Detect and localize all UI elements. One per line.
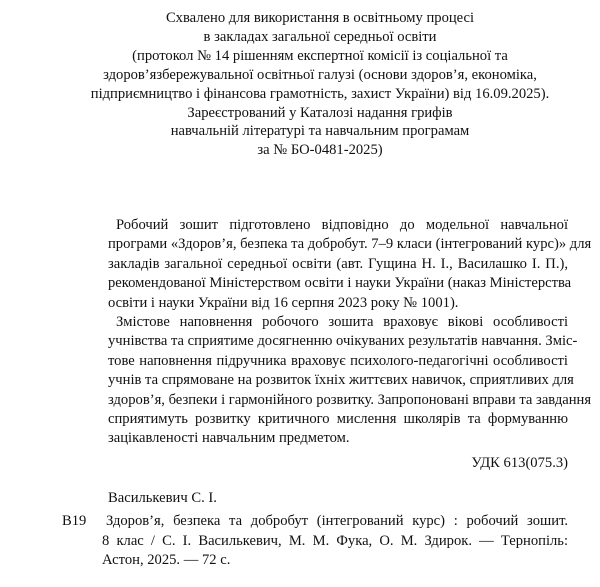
- paragraph-line: рекомендованої Міністерством освіти і науки України (наказ Міністерства: [108, 275, 572, 292]
- approval-line: за № БО-0481-2025): [257, 142, 383, 159]
- paragraph-line: здоров’я, безпеки і гармонійного розвитку. Запропоновані вправи та завдання: [108, 391, 592, 408]
- paragraph-line: Робочий зошит підготовлено відповідно до модельної навчальної: [116, 217, 568, 233]
- approval-line: навчальній літературі та навчальним програмам: [170, 123, 470, 140]
- bibliographic-description: [102, 512, 568, 571]
- udk-code: УДК 613(075.3): [471, 455, 568, 471]
- approval-line: Зареєстрований у Каталозі надання грифів: [187, 104, 453, 121]
- paragraph-line: програми «Здоров’я, безпека та добробут. 7–9 класи (інтегрований курс)» для: [108, 236, 592, 253]
- paragraph-line: сприятимуть розвитку критичного мислення школярів та формуванню: [108, 410, 568, 427]
- approval-line: Схвалено для використання в освітньому процесі: [165, 10, 475, 26]
- approval-line: в закладах загальної середньої освіти: [203, 28, 437, 45]
- catalog-code: В19: [62, 513, 87, 529]
- approval-line: (протокол № 14 рішенням експертної комісії із соціальної та: [132, 47, 508, 64]
- paragraph-line: учнів та спрямоване на розвиток їхніх життєвих навичок, сприятливих для: [108, 372, 574, 389]
- author-heading: Василькевич С. І.: [108, 490, 217, 506]
- annotation-text: [108, 216, 592, 449]
- paragraph-line: тове наповнення підручника враховує психолого-педагогічні особливості: [108, 352, 568, 369]
- paragraph-line: зацікавленості навчальним предметом.: [108, 430, 350, 447]
- paragraph-line: освіти і науки України від 16 серпня 2023 року № 1001).: [108, 294, 459, 311]
- biblio-line: Здоров’я, безпека та добробут (інтегрований курс) : робочий зошит.: [106, 513, 568, 529]
- approval-line: підприємництво і фінансова грамотність, захист України) від 16.09.2025).: [90, 85, 550, 102]
- biblio-line: Астон, 2025. — 72 с.: [102, 552, 231, 568]
- approval-statement: [60, 9, 580, 160]
- approval-line: здоров’язбережувальної освітньої галузі (основи здоров’я, економіка,: [103, 66, 537, 83]
- biblio-line: 8 клас / С. І. Василькевич, М. М. Фука, О. М. Здирок. — Тернопіль:: [102, 532, 568, 549]
- paragraph-line: учнівства та сприятиме досягненню очікуваних результатів навчання. Зміс-: [108, 333, 578, 350]
- paragraph-line: Змістове наповнення робочого зошита враховує вікові особливості: [116, 313, 568, 330]
- paragraph-line: закладів загальної середньої освіти (авт. Гущина Н. І., Василашко І. П.),: [108, 255, 568, 272]
